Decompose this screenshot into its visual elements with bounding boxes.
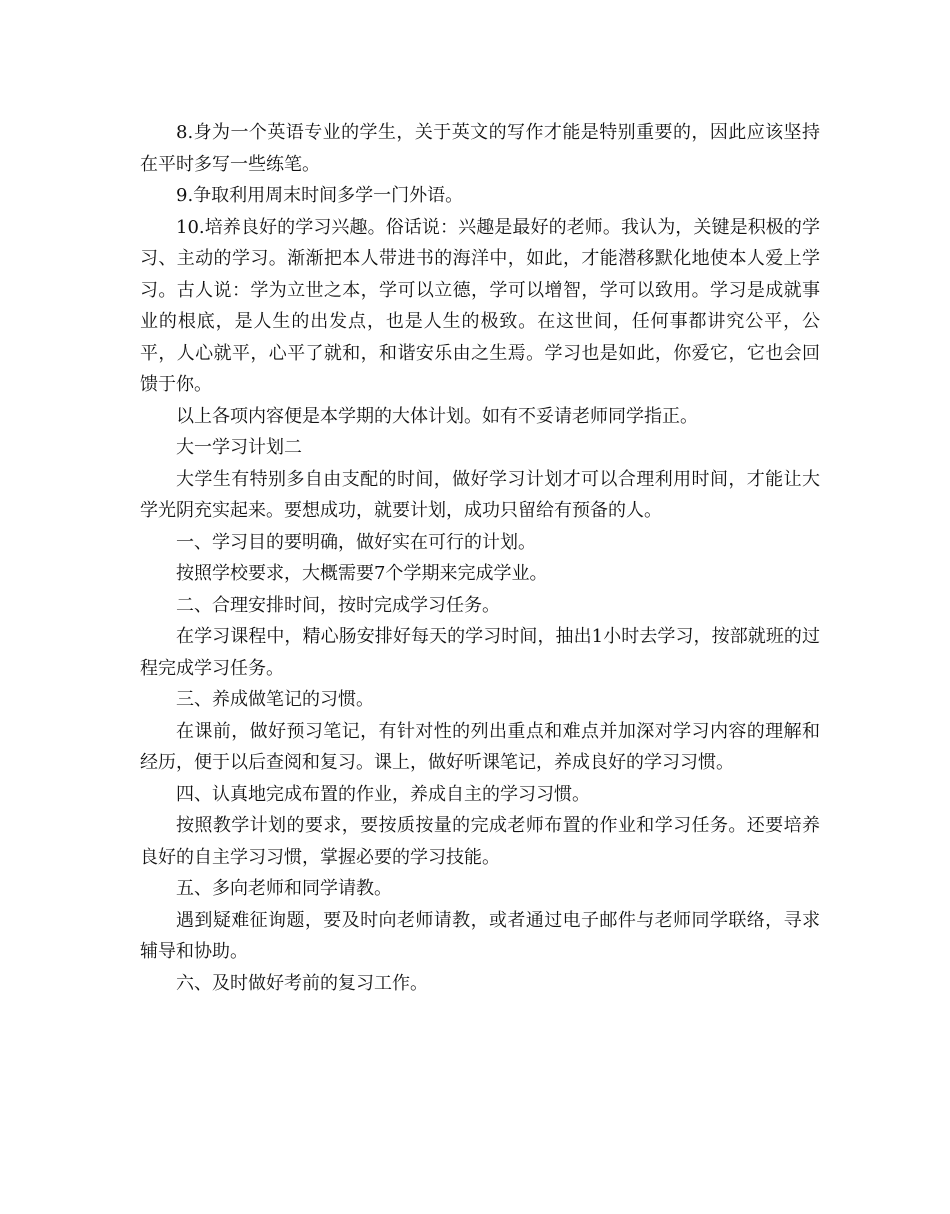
paragraph: 以上各项内容便是本学期的大体计划。如有不妥请老师同学指正。 — [176, 405, 698, 427]
section-heading: 一、学习目的要明确，做好实在可行的计划。 — [176, 531, 536, 553]
paragraph: 遇到疑难征询题，要及时向老师请教，或者通过电子邮件与老师同学联络，寻求辅导和协助。 — [140, 909, 820, 962]
paragraph: 按照学校要求，大概需要7个学期来完成学业。 — [176, 563, 548, 584]
paragraph: 10.培养良好的学习兴趣。俗话说：兴趣是最好的老师。我认为，关键是积极的学习、主动的学习。渐渐把本人带进书的海洋中，如此，才能潜移默化地使本人爱上学习。古人说：学为立世之本，学可以立德，学可以增智，学可以致用。学习是成就事业的根底，是人生的出发点，也是人生的极致。在这世间，任何事都讲究公平，公平，人心就平，心平了就和，和谐安乐由之生焉。学习也是如此，你爱它，它也会回馈于你。 — [140, 216, 820, 395]
paragraph: 按照教学计划的要求，要按质按量的完成老师布置的作业和学习任务。还要培养良好的自主学习习惯，掌握必要的学习技能。 — [140, 815, 820, 868]
document-page — [140, 117, 820, 999]
paragraph: 在学习课程中，精心肠安排好每天的学习时间，抽出1小时去学习，按部就班的过程完成学习任务。 — [140, 626, 820, 679]
section-heading: 四、认真地完成布置的作业，养成自主的学习习惯。 — [176, 783, 590, 805]
section-heading: 大一学习计划二 — [176, 437, 302, 458]
section-heading: 六、及时做好考前的复习工作。 — [176, 972, 428, 994]
section-heading: 五、多向老师和同学请教。 — [176, 878, 392, 899]
paragraph: 9.争取利用周末时间多学一门外语。 — [176, 185, 464, 206]
paragraph: 8.身为一个英语专业的学生，关于英文的写作才能是特别重要的，因此应该坚持在平时多写一些练笔。 — [140, 122, 820, 175]
section-heading: 三、养成做笔记的习惯。 — [176, 689, 374, 710]
paragraph: 大学生有特别多自由支配的时间，做好学习计划才可以合理利用时间，才能让大学光阴充实起来。要想成功，就要计划，成功只留给有预备的人。 — [140, 468, 820, 521]
paragraph: 在课前，做好预习笔记，有针对性的列出重点和难点并加深对学习内容的理解和经历，便于以后查阅和复习。课上，做好听课笔记，养成良好的学习习惯。 — [140, 720, 820, 773]
section-heading: 二、合理安排时间，按时完成学习任务。 — [176, 594, 500, 616]
